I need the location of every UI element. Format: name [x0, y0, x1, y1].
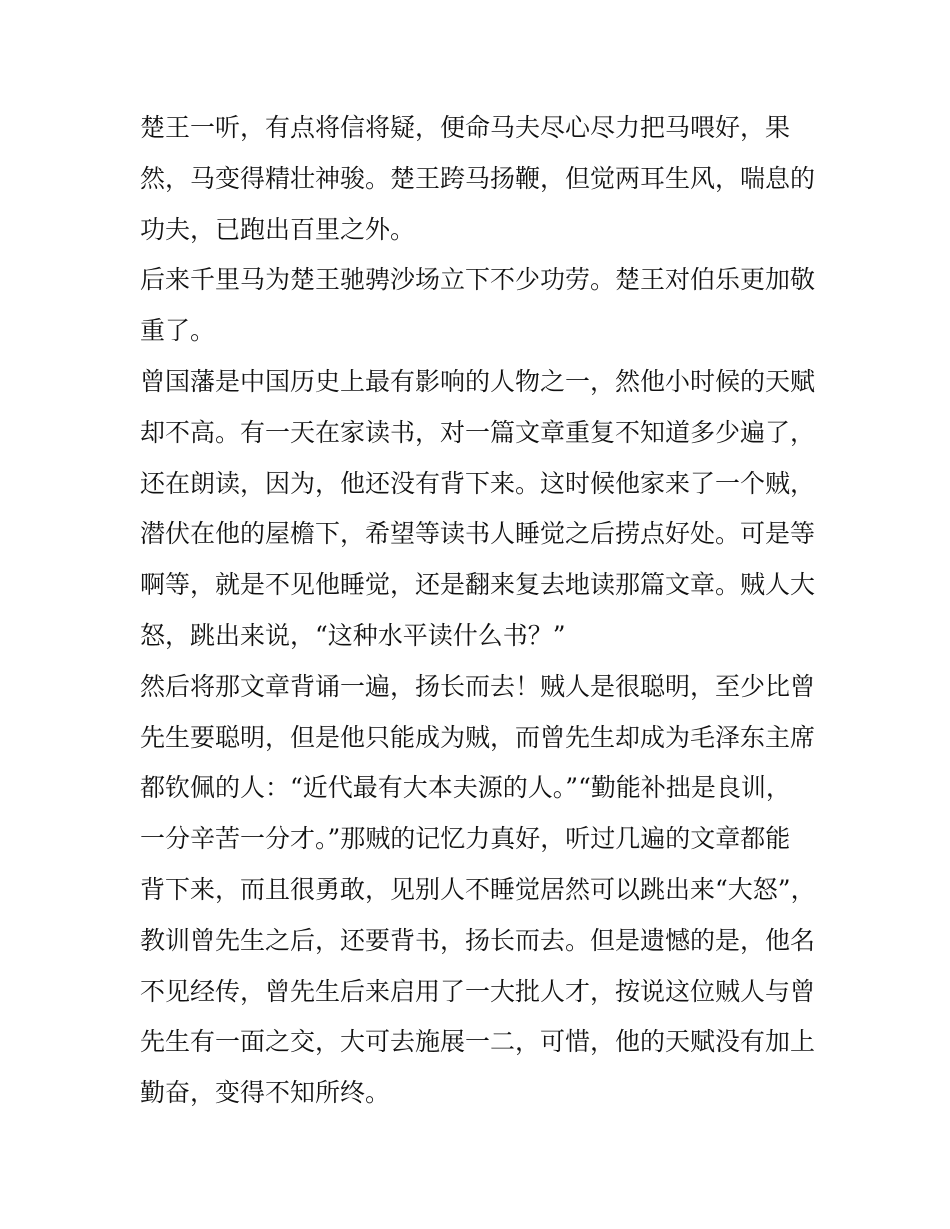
- text-line: 勤奋，变得不知所终。: [140, 1078, 391, 1108]
- text-line: 然后将那文章背诵一遍，扬长而去！贼人是很聪明，至少比曾: [140, 671, 816, 701]
- text-line: 功夫，已跑出百里之外。: [140, 214, 416, 244]
- text-line: 重了。: [140, 316, 216, 346]
- text-line: 教训曾先生之后，还要背书，扬长而去。但是遗憾的是，他名: [140, 925, 816, 955]
- text-line: 却不高。有一天在家读书，对一篇文章重复不知道多少遍了，: [140, 417, 816, 447]
- text-line: 先生有一面之交，大可去施展一二，可惜，他的天赋没有加上: [140, 1027, 816, 1057]
- text-line: 然，马变得精壮神骏。楚王跨马扬鞭，但觉两耳生风，喘息的: [140, 163, 816, 193]
- text-line: 背下来，而且很勇敢，见别人不睡觉居然可以跳出来“大怒”，: [140, 874, 816, 904]
- text-line: 后来千里马为楚王驰骋沙场立下不少功劳。楚王对伯乐更加敬: [140, 265, 816, 295]
- text-line: 楚王一听，有点将信将疑，便命马夫尽心尽力把马喂好，果: [140, 113, 791, 142]
- text-line: 曾国藩是中国历史上最有影响的人物之一，然他小时候的天赋: [140, 366, 816, 396]
- text-line: 不见经传，曾先生后来启用了一大批人才，按说这位贼人与曾: [140, 976, 816, 1006]
- text-line: 啊等，就是不见他睡觉，还是翻来复去地读那篇文章。贼人大: [140, 570, 816, 600]
- text-line: 潜伏在他的屋檐下，希望等读书人睡觉之后捞点好处。可是等: [140, 519, 816, 549]
- document-body: [140, 103, 820, 1119]
- text-line: 先生要聪明，但是他只能成为贼，而曾先生却成为毛泽东主席: [140, 722, 816, 752]
- text-line: 怒，跳出来说，“这种水平读什么书？”: [140, 620, 566, 650]
- text-line: 还在朗读，因为，他还没有背下来。这时候他家来了一个贼，: [140, 468, 816, 498]
- text-line: 一分辛苦一分才。”那贼的记忆力真好，听过几遍的文章都能: [140, 824, 791, 854]
- text-line: 都钦佩的人：“近代最有大本夫源的人。”“勤能补拙是良训，: [140, 773, 791, 803]
